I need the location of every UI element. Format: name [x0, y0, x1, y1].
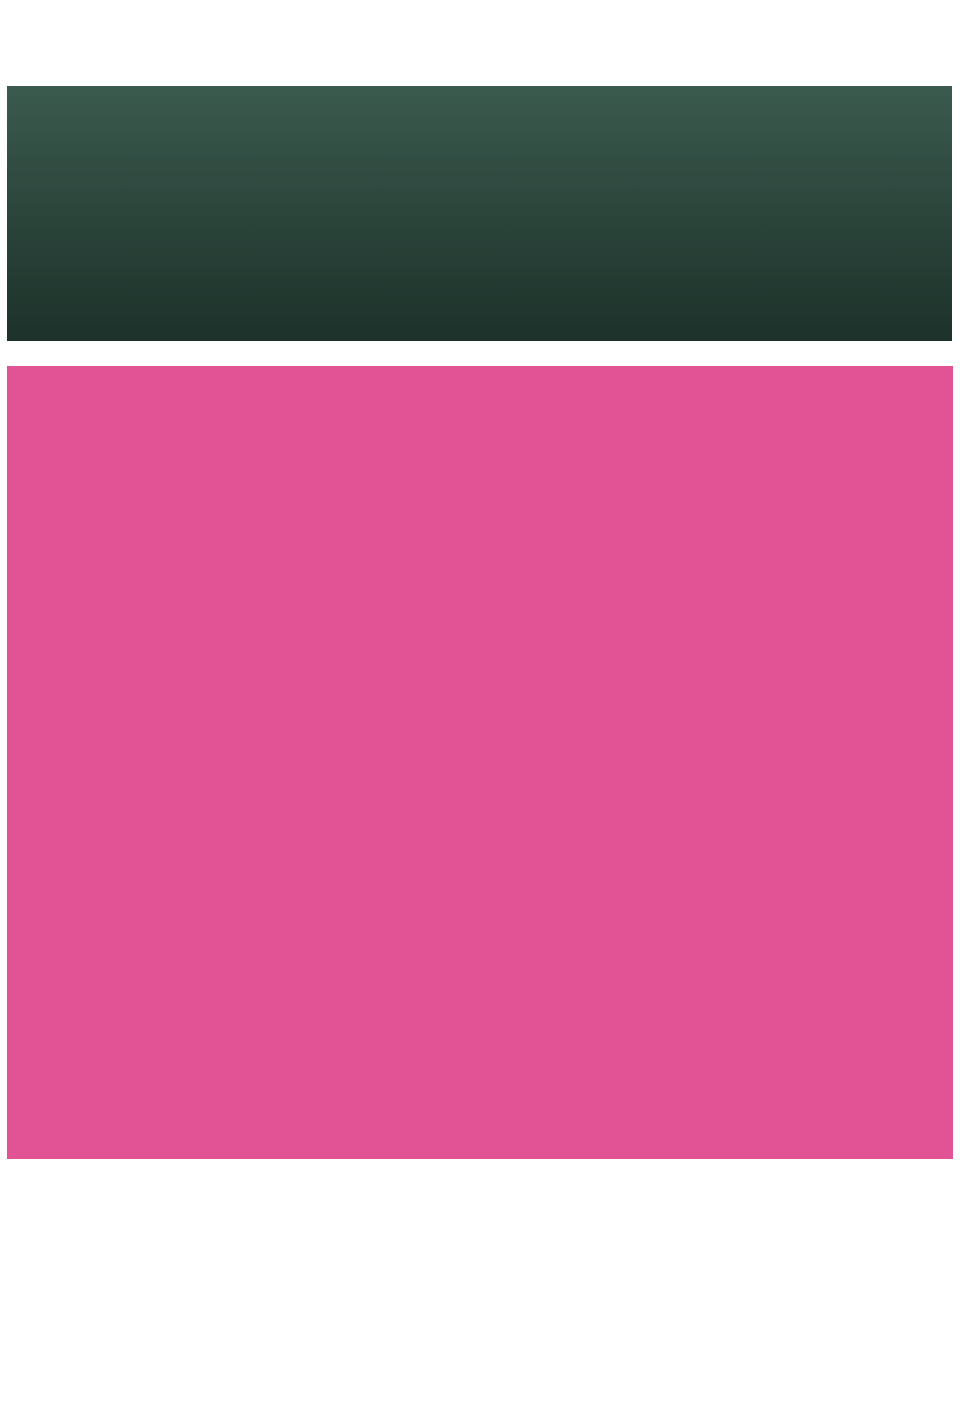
- cinema-seats-photo: [7, 86, 952, 341]
- cinema-seats-illustration: [7, 86, 952, 341]
- schedule-panel: [7, 366, 953, 1159]
